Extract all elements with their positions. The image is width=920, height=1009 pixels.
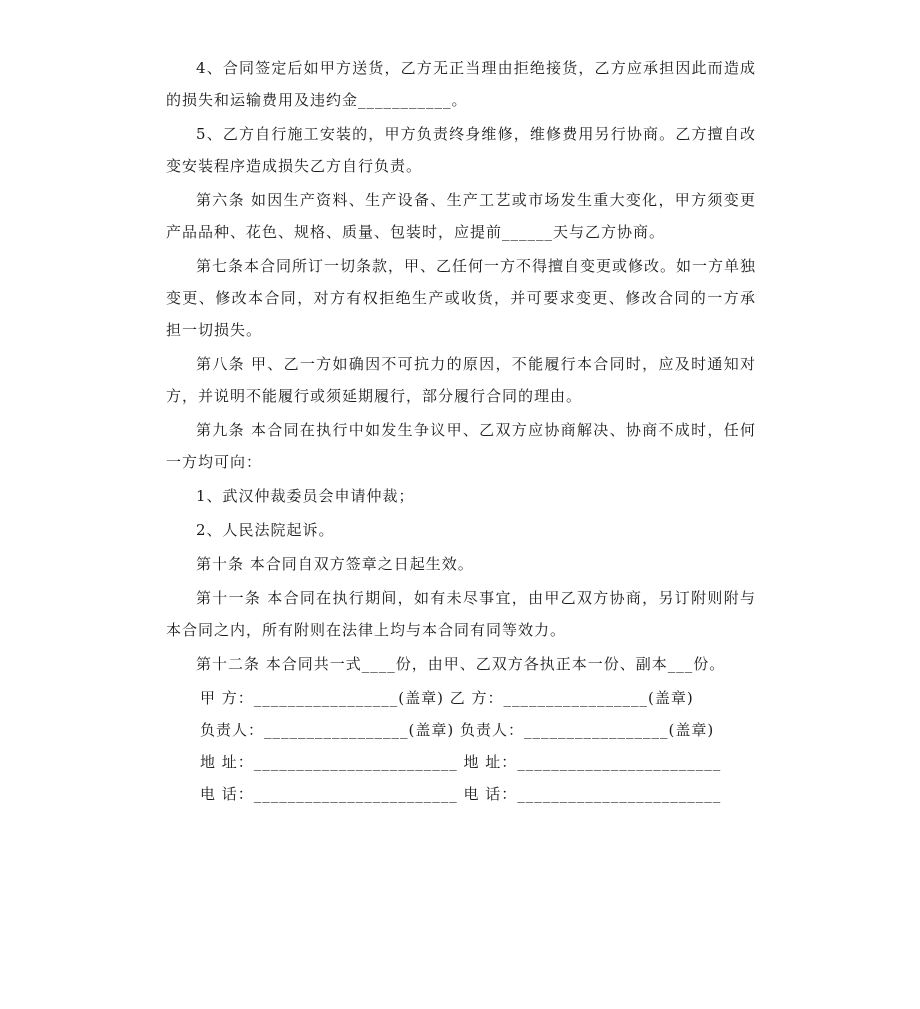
clause-5-text: 5、乙方自行施工安装的，甲方负责终身维修，维修费用另行协商。乙方擅自改变安装程序造成损失乙方自行负责。 — [166, 125, 756, 175]
article-9-option-2: 2、人民法院起诉。 — [196, 521, 335, 539]
signature-address-line: 地 址：________________________ 地 址：________________________ — [200, 753, 722, 771]
signature-party-line: 甲 方：_________________(盖章) 乙 方：_________________(盖章) — [200, 689, 694, 707]
article-11-text: 第十一条 本合同在执行期间，如有未尽事宜，由甲乙双方协商，另订附则附与本合同之内，所有附则在法律上均与本合同有同等效力。 — [166, 589, 756, 639]
signature-phone-line: 电 话：________________________ 电 话：________________________ — [200, 785, 722, 803]
article-8-text: 第八条 甲、乙一方如确因不可抗力的原因，不能履行本合同时，应及时通知对方，并说明不能履行或须延期履行，部分履行合同的理由。 — [166, 355, 756, 405]
article-7-text: 第七条本合同所订一切条款，甲、乙任何一方不得擅自变更或修改。如一方单独变更、修改本合同，对方有权拒绝生产或收货，并可要求变更、修改合同的一方承担一切损失。 — [166, 257, 757, 339]
article-9-text: 第九条 本合同在执行中如发生争议甲、乙双方应协商解决、协商不成时，任何一方均可向： — [166, 421, 756, 471]
article-12-text: 第十二条 本合同共一式____份，由甲、乙双方各执正本一份、副本___份。 — [196, 655, 726, 673]
article-10-text: 第十条 本合同自双方签章之日起生效。 — [196, 555, 474, 573]
clause-4-text: 4、合同签定后如甲方送货，乙方无正当理由拒绝接货，乙方应承担因此而造成的损失和运输费用及违约金___________。 — [166, 59, 756, 109]
contract-page — [166, 52, 756, 810]
article-6-text: 第六条 如因生产资料、生产设备、生产工艺或市场发生重大变化，甲方须变更产品品种、花色、规格、质量、包装时，应提前______天与乙方协商。 — [166, 191, 756, 241]
article-9-option-1: 1、武汉仲裁委员会申请仲裁； — [196, 487, 415, 505]
signature-responsible-line: 负责人：_________________(盖章) 负责人：_________________(盖章) — [200, 721, 715, 739]
signature-block — [166, 682, 756, 810]
